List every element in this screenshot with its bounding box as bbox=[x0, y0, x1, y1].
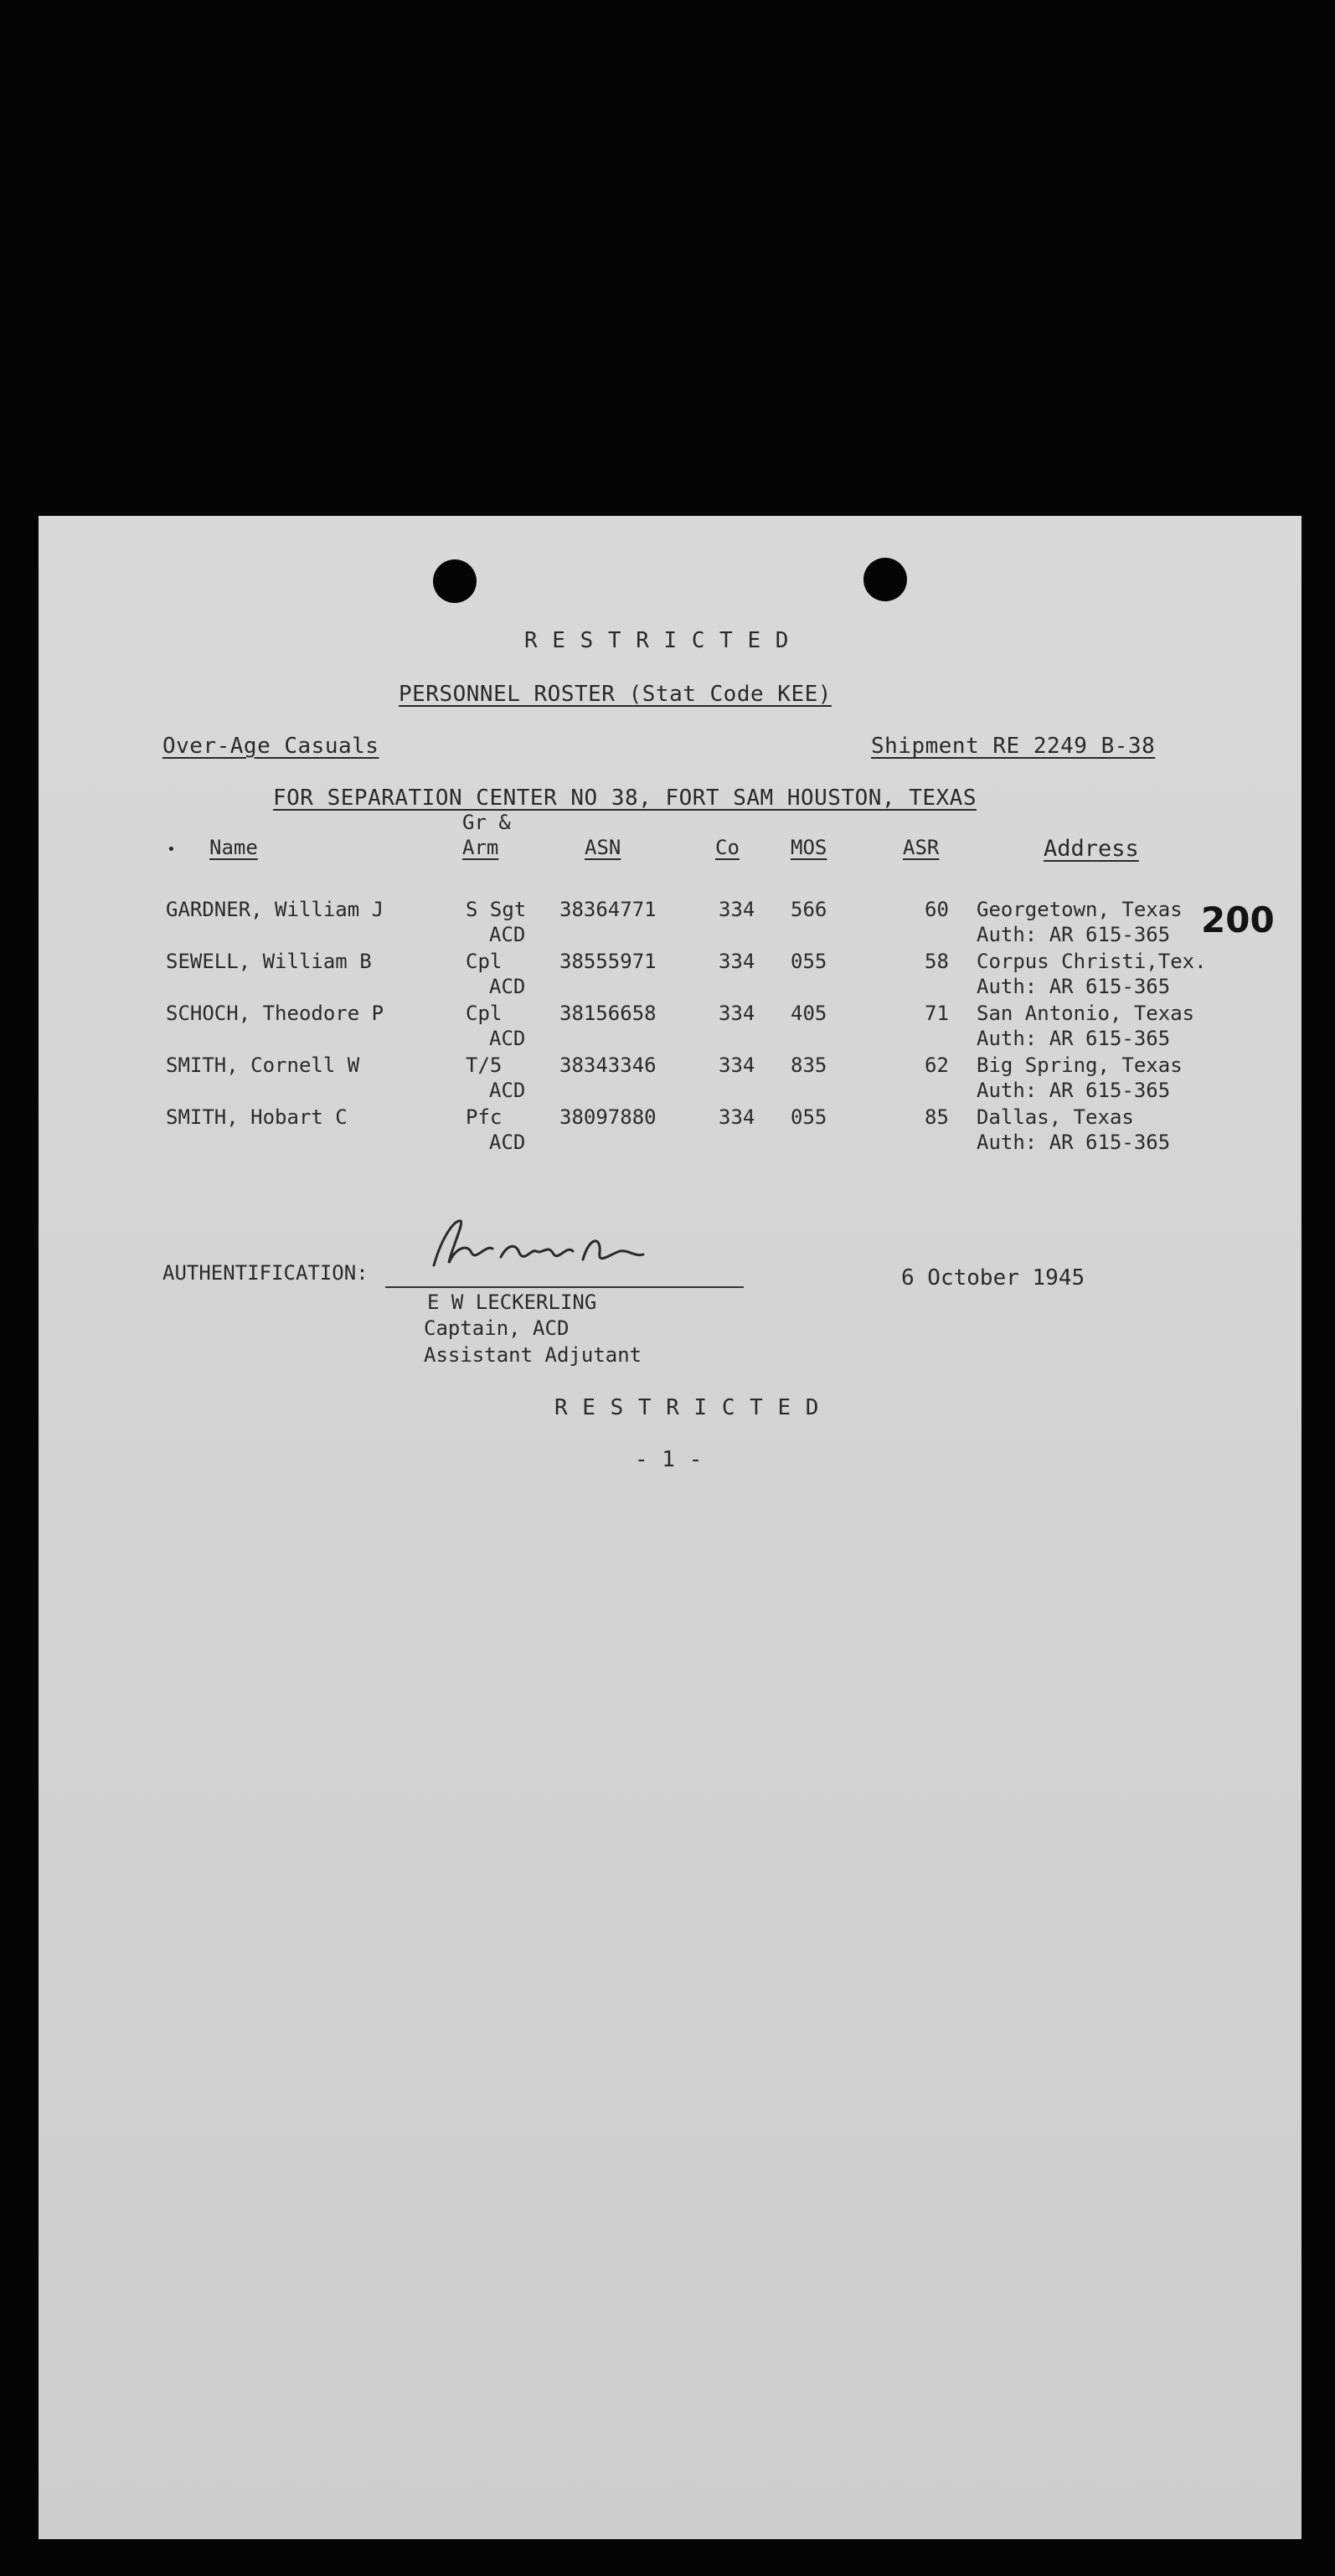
row-asn: 38364771 bbox=[559, 898, 657, 921]
row-mos: 566 bbox=[791, 898, 827, 921]
header-asr: ASR bbox=[903, 836, 940, 859]
signer-title: Assistant Adjutant bbox=[424, 1343, 642, 1367]
stamp-number: 200 bbox=[1201, 899, 1275, 940]
row-mos: 835 bbox=[791, 1054, 827, 1077]
row-asr: 85 bbox=[925, 1105, 949, 1129]
row-asr: 62 bbox=[925, 1054, 949, 1077]
row-arm: ACD bbox=[489, 1131, 526, 1154]
header-address: Address bbox=[1044, 836, 1139, 862]
roster-page bbox=[39, 516, 1301, 2539]
row-authority: Auth: AR 615-365 bbox=[977, 923, 1171, 946]
row-name: SCHOCH, Theodore P bbox=[166, 1002, 384, 1025]
row-arm: ACD bbox=[489, 923, 526, 946]
signature-line bbox=[385, 1286, 744, 1288]
header-grade-bottom: Arm bbox=[462, 836, 499, 859]
signer-rank: Captain, ACD bbox=[424, 1316, 570, 1340]
row-arm: ACD bbox=[489, 975, 526, 998]
signature bbox=[409, 1211, 727, 1278]
header-grade-top: Gr & bbox=[462, 811, 511, 834]
row-asr: 71 bbox=[925, 1002, 949, 1025]
row-asn: 38156658 bbox=[559, 1002, 657, 1025]
row-address: Corpus Christi,Tex. bbox=[977, 950, 1207, 973]
row-asr: 60 bbox=[925, 898, 949, 921]
row-arm: ACD bbox=[489, 1027, 526, 1050]
row-mos: 405 bbox=[791, 1002, 827, 1025]
header-mos: MOS bbox=[791, 836, 827, 859]
shipment-label: Shipment RE 2249 B-38 bbox=[871, 734, 1156, 759]
row-address: Big Spring, Texas bbox=[977, 1054, 1183, 1077]
row-co: 334 bbox=[719, 898, 755, 921]
row-authority: Auth: AR 615-365 bbox=[977, 1131, 1171, 1154]
authentication-date: 6 October 1945 bbox=[901, 1265, 1085, 1291]
row-mos: 055 bbox=[791, 950, 827, 973]
row-address: San Antonio, Texas bbox=[977, 1002, 1195, 1025]
group-label: Over-Age Casuals bbox=[162, 734, 379, 759]
row-asr: 58 bbox=[925, 950, 949, 973]
row-grade: T/5 bbox=[466, 1054, 503, 1077]
row-authority: Auth: AR 615-365 bbox=[977, 1027, 1171, 1050]
row-address: Dallas, Texas bbox=[977, 1105, 1134, 1129]
row-address: Georgetown, Texas bbox=[977, 898, 1183, 921]
classification-top: R E S T R I C T E D bbox=[524, 628, 790, 653]
header-asn: ASN bbox=[585, 836, 621, 859]
row-name: SEWELL, William B bbox=[166, 950, 372, 973]
row-co: 334 bbox=[719, 1105, 755, 1129]
roster-title: PERSONNEL ROSTER (Stat Code KEE) bbox=[399, 682, 832, 707]
row-name: SMITH, Cornell W bbox=[166, 1054, 360, 1077]
row-name: GARDNER, William J bbox=[166, 898, 384, 921]
row-co: 334 bbox=[719, 1054, 755, 1077]
destination-label: FOR SEPARATION CENTER NO 38, FORT SAM HOUSTON, TEXAS bbox=[273, 786, 977, 811]
row-mos: 055 bbox=[791, 1105, 827, 1129]
row-arm: ACD bbox=[489, 1079, 526, 1102]
row-grade: Pfc bbox=[466, 1105, 503, 1129]
row-grade: Cpl bbox=[466, 950, 503, 973]
classification-bottom: R E S T R I C T E D bbox=[554, 1395, 820, 1420]
punch-hole-right bbox=[863, 558, 907, 601]
row-asn: 38343346 bbox=[559, 1054, 657, 1077]
authentication-label: AUTHENTIFICATION: bbox=[162, 1261, 369, 1285]
row-authority: Auth: AR 615-365 bbox=[977, 1079, 1171, 1102]
row-co: 334 bbox=[719, 950, 755, 973]
row-asn: 38097880 bbox=[559, 1105, 657, 1129]
row-name: SMITH, Hobart C bbox=[166, 1105, 348, 1129]
row-grade: S Sgt bbox=[466, 898, 527, 921]
signer-name: E W LECKERLING bbox=[427, 1291, 597, 1314]
header-name: Name bbox=[209, 836, 258, 859]
bullet-mark: • bbox=[167, 841, 176, 858]
row-grade: Cpl bbox=[466, 1002, 503, 1025]
punch-hole-left bbox=[433, 559, 477, 603]
row-co: 334 bbox=[719, 1002, 755, 1025]
row-asn: 38555971 bbox=[559, 950, 657, 973]
page-number: - 1 - bbox=[635, 1447, 703, 1472]
header-co: Co bbox=[715, 836, 740, 859]
row-authority: Auth: AR 615-365 bbox=[977, 975, 1171, 998]
